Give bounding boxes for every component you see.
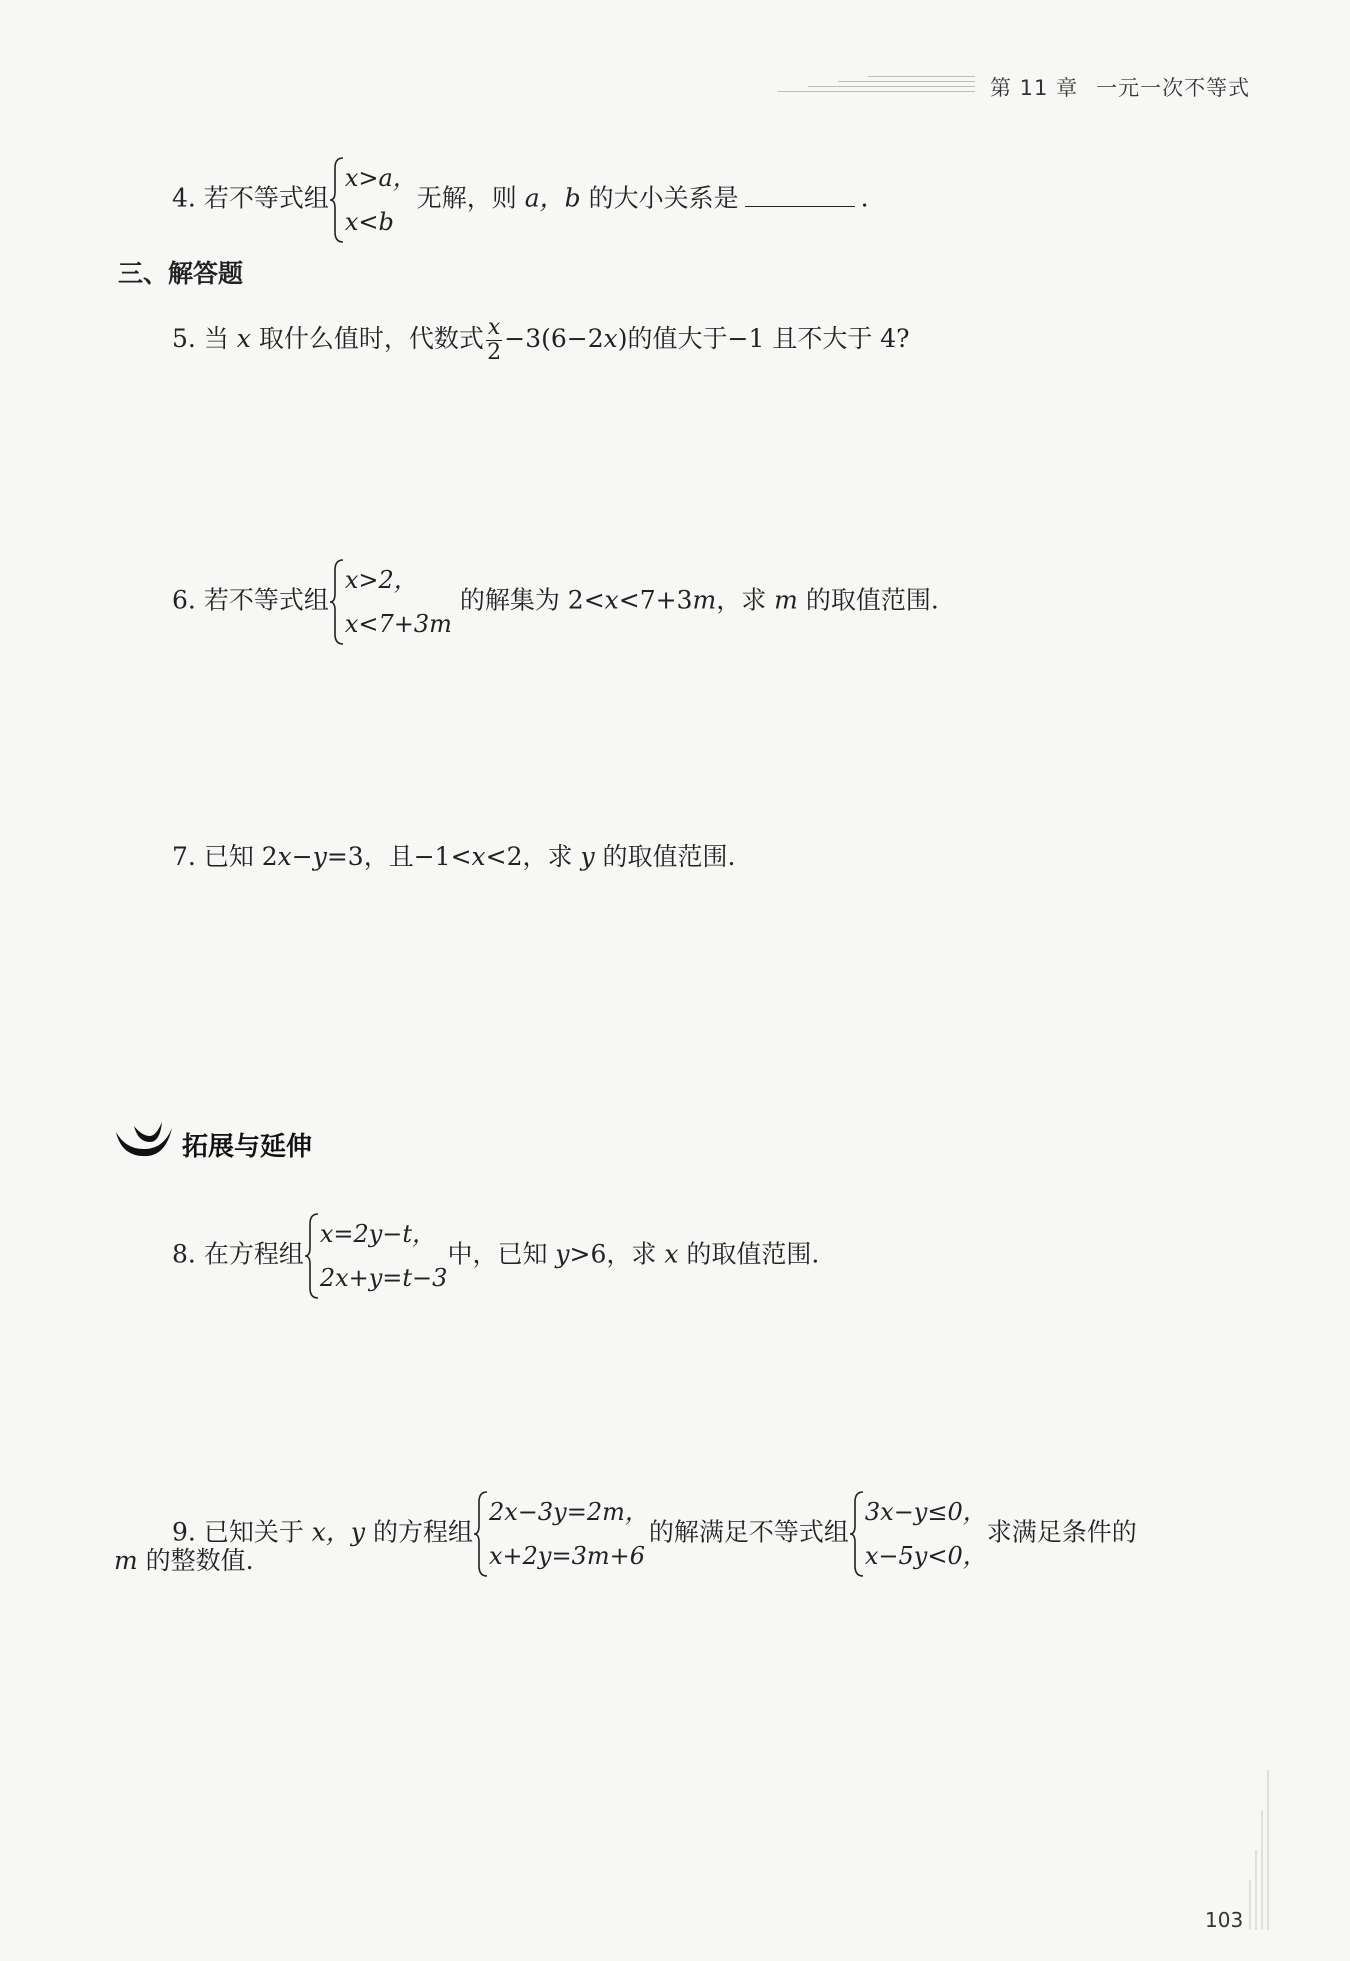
question-9: [172, 1490, 1137, 1578]
chapter-label: 第 11 章: [990, 76, 1079, 100]
question-8: [172, 1212, 819, 1300]
question-text: >6，求: [569, 1239, 657, 1269]
system-row-1: x>2，: [344, 566, 418, 594]
question-7: [172, 844, 735, 869]
inequality-system: [849, 1490, 987, 1578]
question-text: −: [291, 842, 313, 871]
answer-blank[interactable]: [745, 206, 855, 207]
system-row-2: x<b: [344, 208, 394, 236]
question-text: 的解满足不等式组: [648, 1517, 849, 1547]
brace-icon: [329, 156, 345, 244]
question-text: 中，已知: [447, 1239, 548, 1269]
inequality-system: [329, 558, 452, 646]
question-6: [172, 558, 939, 646]
math-variable: x: [277, 842, 292, 871]
question-text: .: [860, 183, 869, 213]
system-row-2: 2x+y=t−3: [319, 1264, 448, 1292]
math-variable: x: [236, 324, 251, 353]
extension-heading: [114, 1118, 364, 1166]
question-number: 9.: [172, 1517, 196, 1547]
system-row-1: x=2y−t，: [319, 1220, 437, 1248]
equation-system: [473, 1490, 649, 1578]
math-variable: x: [604, 585, 619, 615]
question-text: 的取值范围.: [805, 585, 939, 615]
math-variable: x，y: [311, 1517, 366, 1547]
system-row-2: x+2y=3m+6: [488, 1542, 645, 1570]
system-row-1: 3x−y≤0，: [864, 1498, 987, 1526]
system-row-1: x>a，: [344, 164, 417, 192]
question-text: 在方程组: [203, 1239, 304, 1269]
math-variable: y: [555, 1239, 570, 1269]
brace-icon: [473, 1490, 489, 1578]
fraction-denominator: 2: [487, 340, 502, 365]
margin-decoration-lines: [1246, 1770, 1276, 1930]
question-number: 6.: [172, 585, 196, 615]
section-heading: 三、解答题: [118, 259, 244, 288]
math-variable: m: [692, 585, 717, 615]
question-9-continuation: [114, 1548, 254, 1573]
question-number: 7.: [172, 842, 196, 871]
brace-icon: [329, 558, 345, 646]
swoosh-logo-icon: [114, 1118, 176, 1162]
math-variable: m: [114, 1546, 138, 1575]
question-text: 的解集为 2<: [459, 585, 605, 615]
question-5: [172, 316, 910, 365]
fraction-numerator: x: [487, 315, 501, 340]
page-header: [990, 72, 1250, 102]
question-text: −3(6−2: [504, 324, 604, 353]
question-4: [172, 156, 869, 244]
fraction: [486, 316, 502, 365]
question-text: 的取值范围.: [686, 1239, 820, 1269]
question-text: 若不等式组: [203, 585, 329, 615]
question-text: 无解，则: [416, 183, 517, 213]
question-text: 当: [203, 324, 229, 353]
math-variable: x: [471, 842, 486, 871]
brace-icon: [849, 1490, 865, 1578]
inequality-system: [329, 156, 417, 244]
question-text: 的方程组: [372, 1517, 473, 1547]
question-text: 已知关于: [203, 1517, 304, 1547]
question-number: 4.: [172, 183, 196, 213]
header-decoration-lines: [778, 76, 975, 96]
equation-system: [304, 1212, 448, 1300]
math-variable: a，b: [524, 183, 581, 213]
question-text: <7+3: [618, 585, 693, 615]
question-number: 8.: [172, 1239, 196, 1269]
system-row-1: 2x−3y=2m，: [488, 1498, 649, 1526]
question-text: 的取值范围.: [602, 842, 736, 871]
brace-icon: [304, 1212, 320, 1300]
question-text: 的整数值.: [145, 1546, 254, 1575]
question-number: 5.: [172, 324, 196, 353]
system-row-2: x−5y<0，: [864, 1542, 987, 1570]
question-text: )的值大于−1 且不大于 4?: [617, 324, 910, 353]
chapter-title: 一元一次不等式: [1096, 76, 1251, 100]
extension-title: 拓展与延伸: [182, 1132, 313, 1162]
question-text: =3，且−1<: [326, 842, 472, 871]
math-variable: y: [312, 842, 327, 871]
question-text: 取什么值时，代数式: [258, 324, 484, 353]
math-variable: x: [664, 1239, 679, 1269]
math-variable: y: [580, 842, 595, 871]
question-text: 的大小关系是: [588, 183, 739, 213]
math-variable: x: [603, 324, 618, 353]
question-text: ，求: [716, 585, 767, 615]
question-text: 若不等式组: [203, 183, 329, 213]
question-text: 已知 2: [203, 842, 278, 871]
question-text: 求满足条件的: [986, 1517, 1137, 1547]
math-variable: m: [774, 585, 798, 615]
question-text: <2，求: [485, 842, 573, 871]
system-row-2: x<7+3m: [344, 610, 452, 638]
page-number: 103: [1205, 1908, 1244, 1932]
